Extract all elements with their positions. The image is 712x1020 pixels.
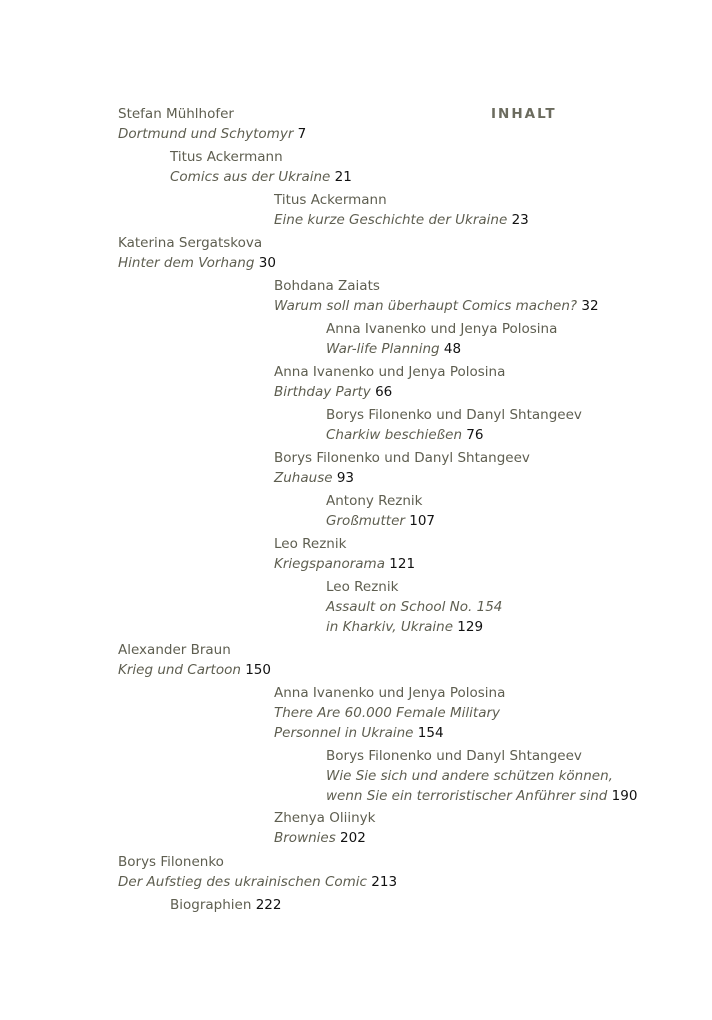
toc-entry-6: [326, 319, 557, 359]
toc-title-text: War-life Planning: [326, 341, 440, 357]
toc-entry-2: [170, 147, 352, 187]
toc-author: Leo Reznik: [274, 536, 347, 552]
toc-title-text: Hinter dem Vorhang: [118, 255, 255, 271]
toc-title-text: There Are 60.000 Female Military: [274, 705, 501, 721]
toc-title-text: Comics aus der Ukraine: [170, 169, 331, 185]
toc-entry-11: [274, 534, 415, 574]
toc-author: Borys Filonenko: [118, 854, 224, 870]
toc-page-number: 107: [404, 513, 435, 529]
toc-title: [274, 828, 375, 848]
toc-title: [118, 124, 306, 144]
toc-entry-16: [274, 808, 375, 848]
toc-entry-8: [326, 405, 582, 445]
toc-title: [326, 786, 637, 806]
toc-page-number: 23: [507, 212, 529, 228]
toc-title: [170, 895, 281, 915]
toc-author: Titus Ackermann: [274, 192, 387, 208]
toc-title: [274, 468, 530, 488]
toc-title-text: Wie Sie sich und andere schützen können,: [326, 768, 613, 784]
toc-page-number: 129: [453, 619, 484, 635]
toc-title: [326, 511, 435, 531]
toc-entry-9: [274, 448, 530, 488]
toc-entry-3: [274, 190, 529, 230]
toc-page-number: 222: [251, 897, 282, 913]
toc-author: Bohdana Zaiats: [274, 278, 380, 294]
toc-author: Katerina Sergatskova: [118, 235, 263, 251]
toc-title: [326, 766, 637, 786]
toc-title: [274, 723, 505, 743]
toc-author: Anna Ivanenko und Jenya Polosina: [274, 685, 506, 701]
toc-title-text: Charkiw beschießen: [326, 427, 463, 443]
toc-title: [326, 425, 582, 445]
toc-title-text: Kriegspanorama: [274, 556, 385, 572]
toc-author: Zhenya Oliinyk: [274, 810, 376, 826]
toc-entry-18: [170, 895, 281, 915]
toc-entry-14: [274, 683, 505, 743]
toc-page-number: 202: [335, 830, 366, 846]
toc-author: Alexander Braun: [118, 642, 231, 658]
toc-author: Antony Reznik: [326, 493, 423, 509]
toc-page-number: 213: [366, 874, 398, 890]
toc-entry-10: [326, 491, 435, 531]
toc-title: [170, 167, 352, 187]
toc-title: [118, 872, 397, 892]
toc-title-text: Der Aufstieg des ukrainischen Comic: [118, 874, 367, 890]
toc-title: [274, 382, 505, 402]
toc-page-number: 48: [439, 341, 462, 357]
toc-page-number: 150: [240, 662, 271, 678]
toc-title: [326, 617, 502, 637]
toc-entry-7: [274, 362, 505, 402]
toc-entry-13: [118, 640, 271, 680]
toc-author: Stefan Mühlhofer: [118, 106, 234, 122]
toc-page-number: 7: [293, 126, 307, 142]
toc-page-number: 21: [330, 169, 352, 185]
toc-title-text: Brownies: [274, 830, 336, 846]
toc-author: Borys Filonenko und Danyl Shtangeev: [326, 748, 582, 764]
toc-entry-17: [118, 852, 397, 892]
toc-entry-4: [118, 233, 276, 273]
toc-title-text: wenn Sie ein terroristischer Anführer sind: [326, 788, 608, 804]
toc-title-text: Biographien: [170, 897, 252, 913]
toc-entry-15: [326, 746, 637, 806]
toc-author: Titus Ackermann: [170, 149, 283, 165]
toc-title-text: Großmutter: [326, 513, 405, 529]
toc-title: [274, 296, 599, 316]
toc-title-text: Eine kurze Geschichte der Ukraine: [274, 212, 508, 228]
toc-title-text: Warum soll man überhaupt Comics machen?: [274, 298, 578, 314]
toc-page-number: 93: [332, 470, 355, 486]
toc-title-text: in Kharkiv, Ukraine: [326, 619, 454, 635]
toc-page-number: 76: [462, 427, 484, 443]
toc-entry-12: [326, 577, 502, 637]
toc-author: Anna Ivanenko und Jenya Polosina: [326, 321, 558, 337]
page-heading: INHALT: [491, 106, 557, 122]
toc-title: [118, 253, 276, 273]
toc-title: [274, 210, 529, 230]
toc-page-number: 121: [384, 556, 416, 572]
toc-title-text: Krieg und Cartoon: [118, 662, 241, 678]
toc-entry-1: [118, 104, 306, 144]
toc-title-text: Personnel in Ukraine: [274, 725, 414, 741]
toc-title: [118, 660, 271, 680]
toc-title-text: Assault on School No. 154: [326, 599, 503, 615]
toc-page-number: 154: [413, 725, 444, 741]
toc-title: [274, 554, 415, 574]
toc-author: Leo Reznik: [326, 579, 399, 595]
toc-title-text: Birthday Party: [274, 384, 371, 400]
toc-title-text: Dortmund und Schytomyr: [118, 126, 294, 142]
toc-title: [326, 339, 557, 359]
toc-page-number: 32: [577, 298, 599, 314]
toc-author: Borys Filonenko und Danyl Shtangeev: [274, 450, 530, 466]
toc-page-number: 190: [607, 788, 638, 804]
toc-author: Anna Ivanenko und Jenya Polosina: [274, 364, 506, 380]
toc-title-text: Zuhause: [274, 470, 333, 486]
toc-page-number: 66: [370, 384, 393, 400]
toc-title: [274, 703, 505, 723]
toc-page-number: 30: [254, 255, 276, 271]
toc-author: Borys Filonenko und Danyl Shtangeev: [326, 407, 582, 423]
toc-entry-5: [274, 276, 599, 316]
toc-title: [326, 597, 502, 617]
